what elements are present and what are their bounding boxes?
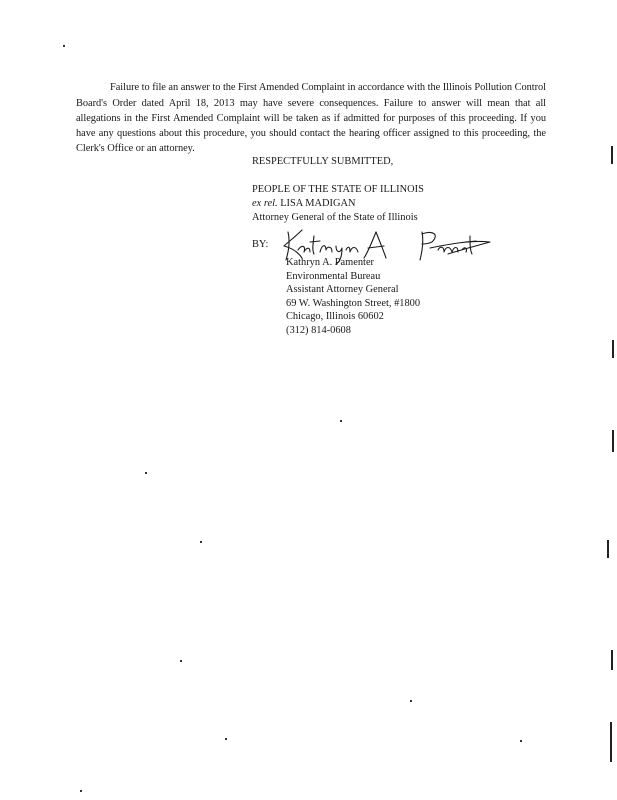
scan-edge-mark (611, 146, 613, 164)
scan-edge-mark (611, 650, 613, 670)
scan-edge-mark (612, 430, 614, 452)
scan-edge-mark (607, 540, 609, 558)
signatory-city: Chicago, Illinois 60602 (286, 311, 384, 322)
scan-edge-mark (610, 722, 612, 762)
scan-speck (63, 45, 65, 47)
scan-speck (200, 541, 202, 543)
party-line-2 (252, 197, 356, 211)
signatory-block (286, 256, 420, 337)
closing-text: RESPECTFULLY SUBMITTED, (252, 156, 394, 167)
signatory-title: Assistant Attorney General (286, 284, 399, 295)
scan-speck (180, 660, 182, 662)
party-line-3: Attorney General of the State of Illinois (252, 212, 418, 223)
by-label: BY: (252, 239, 269, 250)
scan-speck (225, 738, 227, 740)
signatory-bureau: Environmental Bureau (286, 270, 381, 282)
scan-speck (410, 700, 412, 702)
party-line-1: PEOPLE OF THE STATE OF ILLINOIS (252, 184, 424, 195)
scan-speck (520, 740, 522, 742)
scan-speck (340, 420, 342, 422)
signatory-phone: (312) 814-0608 (286, 324, 351, 336)
signatory-name: Kathryn A. Pamenter (286, 257, 375, 268)
scan-speck (80, 790, 82, 792)
ex-rel-label: ex rel. (252, 198, 278, 209)
attorney-general-name: LISA MADIGAN (280, 198, 356, 209)
body-paragraph: Failure to file an answer to the First Amended Complaint in accordance with the Illinois Pollution Control Board's Order dated April 18, 2013 may have severe consequences. Failure to answer will mean that all allegations in the First Amended Complaint will be taken as if admitted for purposes of this proceeding. If you have any questions about this procedure, you should contact the hearing officer assigned to this proceeding, the Clerk's Office or an attorney. (76, 82, 546, 155)
scan-speck (145, 472, 147, 474)
signature-text: Kathryn A. Pamenter (280, 226, 289, 227)
scan-edge-mark (612, 340, 614, 358)
signatory-street: 69 W. Washington Street, #1800 (286, 297, 421, 309)
